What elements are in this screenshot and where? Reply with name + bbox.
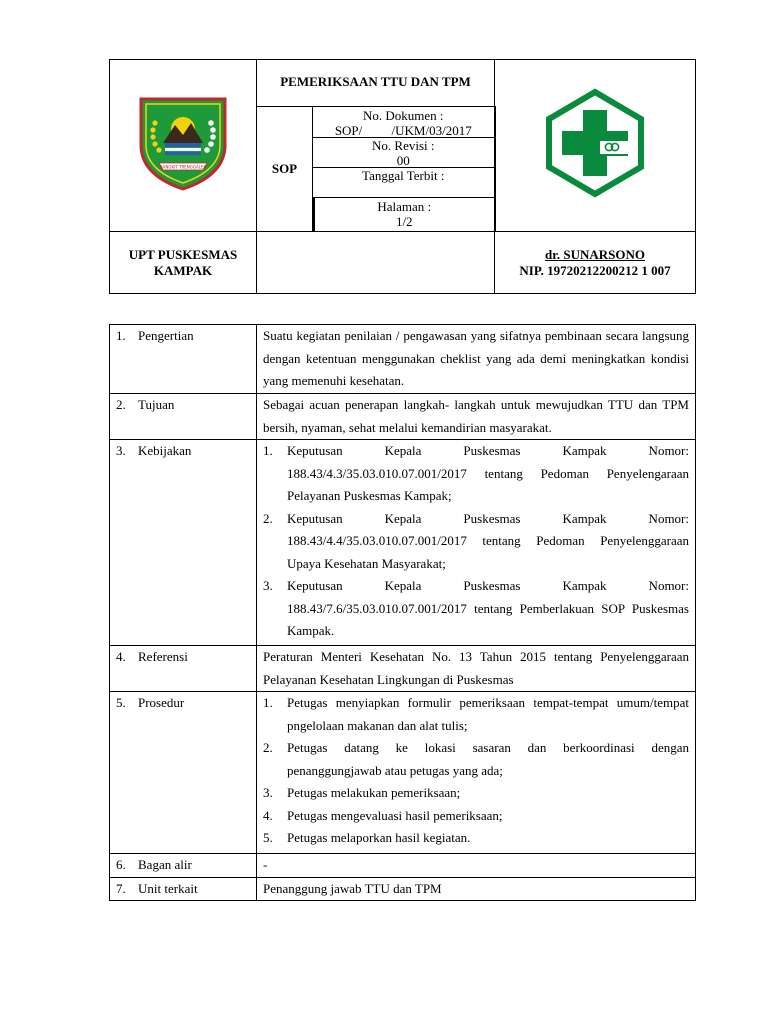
sop-label: SOP <box>257 107 313 232</box>
sop-content-table <box>109 324 696 901</box>
revision-block <box>313 138 494 168</box>
procedure-list <box>263 692 689 850</box>
page-label: Halaman : <box>377 199 432 214</box>
row-content: Peraturan Menteri Kesehatan No. 13 Tahun 2015 tentang Penyelenggaraan Pelayanan Kesehatan Lingkungan di Puskesmas <box>257 646 696 692</box>
row-content <box>257 692 696 854</box>
signer-nip: NIP. 19720212200212 1 007 <box>519 262 671 278</box>
page-value: 1/2 <box>395 214 413 229</box>
organization-line-2: KAMPAK <box>153 262 213 278</box>
issue-date-label: Tanggal Terbit : <box>362 168 445 183</box>
list-item: 3. Petugas melakukan pemeriksaan; <box>263 785 461 800</box>
row-content: Suatu kegiatan penilaian / pengawasan yang sifatnya pembinaan secara langsung dengan ketentuan menggunakan cheklist yang ada demi meningkatkan kondisi yang memenuhi kesehatan. <box>257 325 696 394</box>
doc-number-label: No. Dokumen : <box>362 108 444 123</box>
row-kebijakan <box>110 440 696 646</box>
puskesmas-logo-cell <box>495 60 696 232</box>
issue-date-block <box>313 168 494 198</box>
row-label: 4. Referensi <box>110 646 257 692</box>
list-item: 5. Petugas melaporkan hasil kegiatan. <box>263 830 471 845</box>
list-item: 3. Keputusan Kepala Puskesmas Kampak Nomor: 188.43/7.6/35.03.010.07.001/2017 tentang Pemberlakuan SOP Puskesmas Kampak. <box>263 578 689 638</box>
doc-number-value: SOP/ /UKM/03/2017 <box>334 123 472 138</box>
organization-name <box>110 232 257 294</box>
row-label: 3. Kebijakan <box>110 440 257 646</box>
signer-block <box>495 232 696 294</box>
list-item: 1. Keputusan Kepala Puskesmas Kampak Nomor: 188.43/4.3/35.03.010.07.001/2017 tentang Pedoman Penyelengaraan Pelayanan Puskesmas Kampak; <box>263 443 689 503</box>
document-meta <box>313 107 495 232</box>
empty-footer-cell <box>257 232 495 294</box>
row-label: 7. Unit terkait <box>110 877 257 901</box>
row-label: 2. Tujuan <box>110 394 257 440</box>
emblem-motto: BANGKIT TRENGGALEK <box>159 164 207 170</box>
row-content <box>257 440 696 646</box>
puskesmas-logo <box>540 88 650 198</box>
district-emblem-cell <box>110 60 257 232</box>
row-pengertian <box>110 325 696 394</box>
page-block <box>313 198 494 231</box>
district-emblem-logo <box>133 93 233 193</box>
row-content: - <box>257 854 696 878</box>
list-item: 2. Keputusan Kepala Puskesmas Kampak Nomor: 188.43/4.4/35.03.010.07.001/2017 tentang Pedoman Penyelenggaraan Upaya Kesehatan Masyarakat; <box>263 510 689 571</box>
doc-number-block <box>313 107 494 138</box>
row-prosedur <box>110 692 696 854</box>
organization-line-1: UPT PUSKESMAS <box>128 246 238 262</box>
sop-header-table <box>109 59 696 294</box>
row-unit-terkait <box>110 877 696 901</box>
policy-list <box>263 440 689 643</box>
row-content: Sebagai acuan penerapan langkah- langkah untuk mewujudkan TTU dan TPM bersih, nyaman, sehat melalui kemandirian masyarakat. <box>257 394 696 440</box>
list-item: 2. Petugas datang ke lokasi sasaran dan berkoordinasi dengan penanggungjawab atau petugas yang ada; <box>263 740 689 778</box>
list-item: 4. Petugas mengevaluasi hasil pemeriksaan; <box>263 807 503 823</box>
revision-value: 00 <box>396 153 410 168</box>
list-item: 1. Petugas menyiapkan formulir pemeriksaan tempat-tempat umum/tempat pngelolaan makanan dan alat tulis; <box>263 695 689 733</box>
row-bagan-alir <box>110 854 696 878</box>
signer-name: dr. SUNARSONO <box>545 246 645 262</box>
document-title: PEMERIKSAAN TTU DAN TPM <box>257 60 495 107</box>
row-label: 1. Pengertian <box>110 325 257 394</box>
row-content: Penanggung jawab TTU dan TPM <box>257 877 696 901</box>
row-tujuan <box>110 394 696 440</box>
revision-label: No. Revisi : <box>372 138 435 153</box>
row-referensi <box>110 646 696 692</box>
row-label: 6. Bagan alir <box>110 854 257 878</box>
row-label: 5. Prosedur <box>110 692 257 854</box>
